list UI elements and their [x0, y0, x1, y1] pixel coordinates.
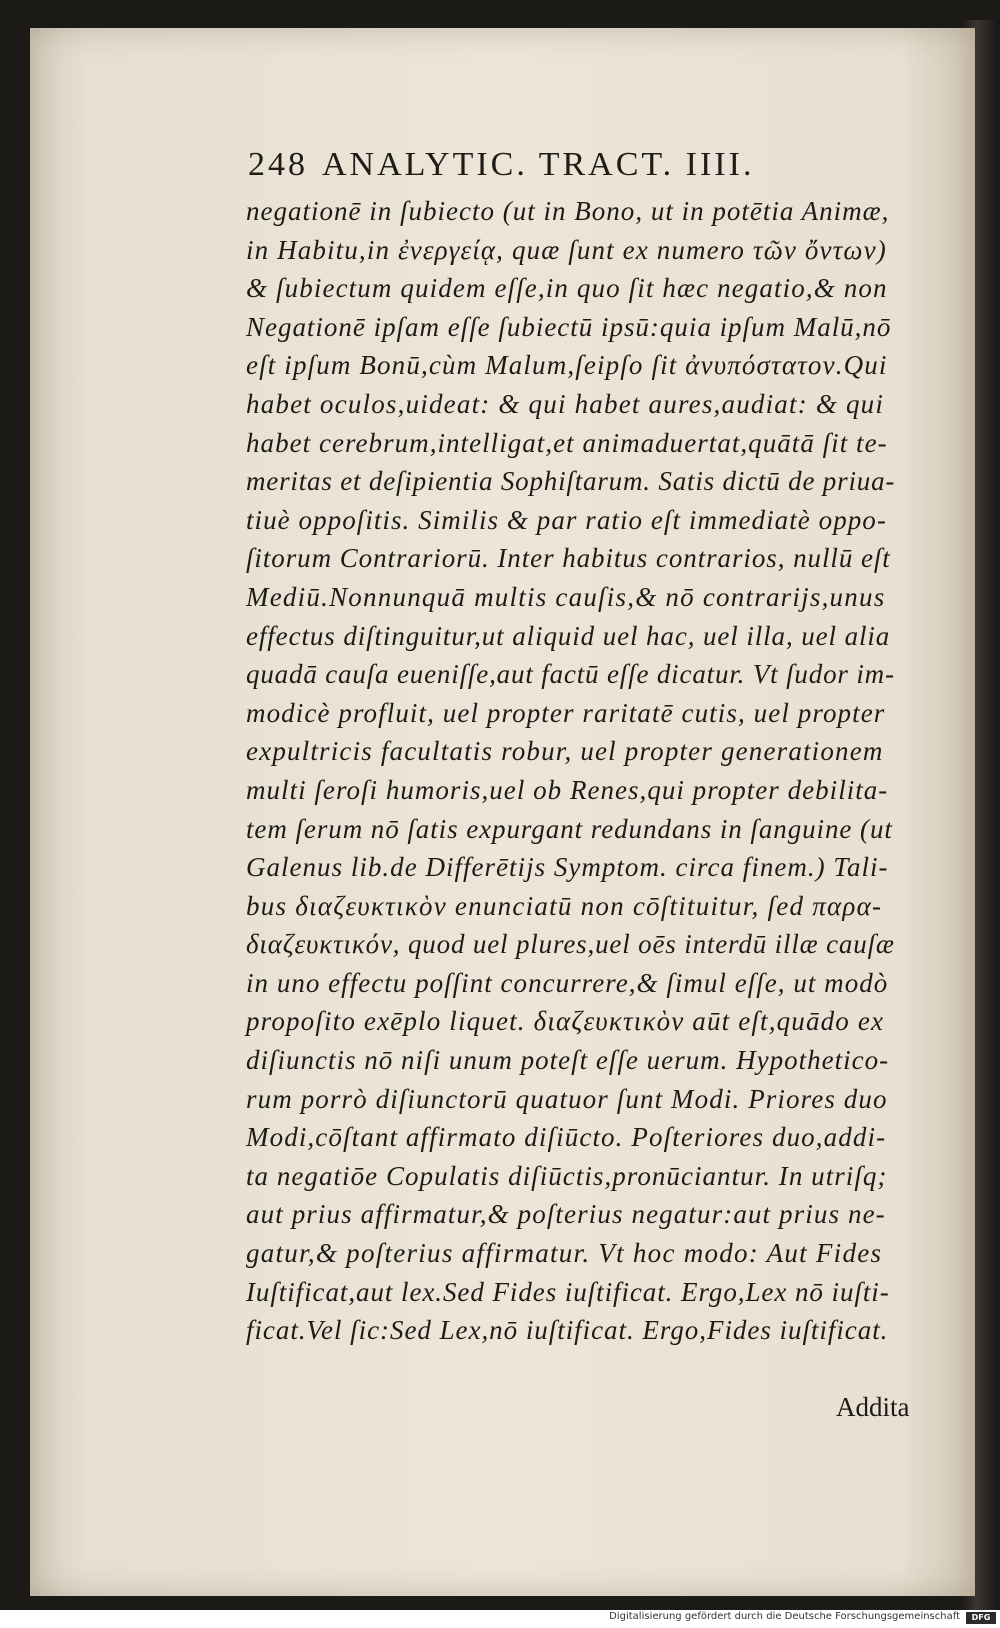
text-line: eſt ipſum Bonū,cùm Malum,ſeipſo ſit ἀνυπόστατον.Qui	[246, 350, 888, 381]
text-line: effectus diſtinguitur,ut aliquid uel hac, uel illa, uel alia	[246, 620, 891, 651]
text-line: in uno effectu poſſint concurrere,& ſimul eſſe, ut modò	[246, 967, 889, 998]
text-line: Modi,cōſtant affirmato diſiūcto. Poſteriores duo,addi-	[246, 1122, 887, 1153]
body-text	[246, 192, 926, 1350]
text-line: quadā cauſa eueniſſe,aut factū eſſe dicatur. Vt ſudor im-	[246, 659, 895, 690]
text-line: rum porrò diſiunctorū quatuor ſunt Modi. Priores duo	[246, 1083, 888, 1114]
text-line: & ſubiectum quidem eſſe,in quo ſit hæc negatio,& non	[246, 273, 888, 304]
text-line: tiuè oppoſitis. Similis & par ratio eſt immediatè oppo-	[246, 504, 887, 535]
text-line: diſiunctis nō niſi unum poteſt eſſe uerum. Hypothetico-	[246, 1045, 890, 1076]
text-line: Negationē ipſam eſſe ſubiectū ipsū:quia ipſum Malū,nō	[246, 311, 892, 342]
text-line: expultricis facultatis robur, uel propter generationem	[246, 736, 884, 767]
page-number: 248	[248, 146, 308, 183]
text-line: aut prius affirmatur,& poſterius negatur:aut prius ne-	[246, 1199, 886, 1230]
catchword: Addita	[836, 1392, 910, 1422]
dfg-logo: DFG	[966, 1612, 996, 1624]
text-line: habet oculos,uideat: & qui habet aures,audiat: & qui	[246, 388, 885, 419]
text-line: propoſito exēplo liquet. διαζευκτικὸν aūt eſt,quādo ex	[246, 1006, 885, 1037]
text-line: Mediū.Nonnunquā multis cauſis,& nō contrarijs,unus	[246, 581, 886, 612]
running-header	[248, 146, 754, 184]
text-line: Galenus lib.de Differētijs Symptom. circa finem.) Tali-	[246, 852, 889, 883]
text-line: in Habitu,in ἐνεργείᾳ, quæ ſunt ex numero τῶν ὄντων)	[246, 234, 887, 265]
text-line: ta negatiōe Copulatis diſiūctis,pronūciantur. In utriſq;	[246, 1160, 888, 1191]
footer-bar	[0, 1610, 1000, 1628]
text-line: ficat.Vel ſic:Sed Lex,nō iuſtificat. Ergo,Fides iuſtificat.	[246, 1315, 889, 1346]
running-title: ANALYTIC. TRACT. IIII.	[322, 146, 755, 183]
text-line: bus διαζευκτικὸν enunciatū non cōſtituitur, ſed παρα-	[246, 890, 883, 921]
text-line: meritas et deſipientia Sophiſtarum. Satis dictū de priua-	[246, 466, 896, 497]
text-line: negationē in ſubiecto (ut in Bono, ut in potētia Animæ,	[246, 196, 890, 226]
text-line: διαζευκτικόν, quod uel plures,uel oēs interdū illæ cauſæ	[246, 929, 895, 960]
text-line: multi ſeroſi humoris,uel ob Renes,qui propter debilita-	[246, 774, 889, 805]
footer-credit: Digitalisierung gefördert durch die Deutsche Forschungsgemeinschaft	[609, 1611, 960, 1622]
text-line: tem ſerum nō ſatis expurgant redundans in ſanguine (ut	[246, 813, 893, 844]
text-line: Iuſtificat,aut lex.Sed Fides iuſtificat. Ergo,Lex nō iuſti-	[246, 1276, 890, 1307]
text-line: modicè profluit, uel propter raritatē cutis, uel propter	[246, 697, 886, 728]
text-line: ſitorum Contrariorū. Inter habitus contrarios, nullū eſt	[246, 543, 891, 574]
text-line: gatur,& poſterius affirmatur. Vt hoc modo: Aut Fides	[246, 1238, 883, 1269]
text-line: habet cerebrum,intelligat,et animaduertat,quātā ſit te-	[246, 427, 888, 458]
